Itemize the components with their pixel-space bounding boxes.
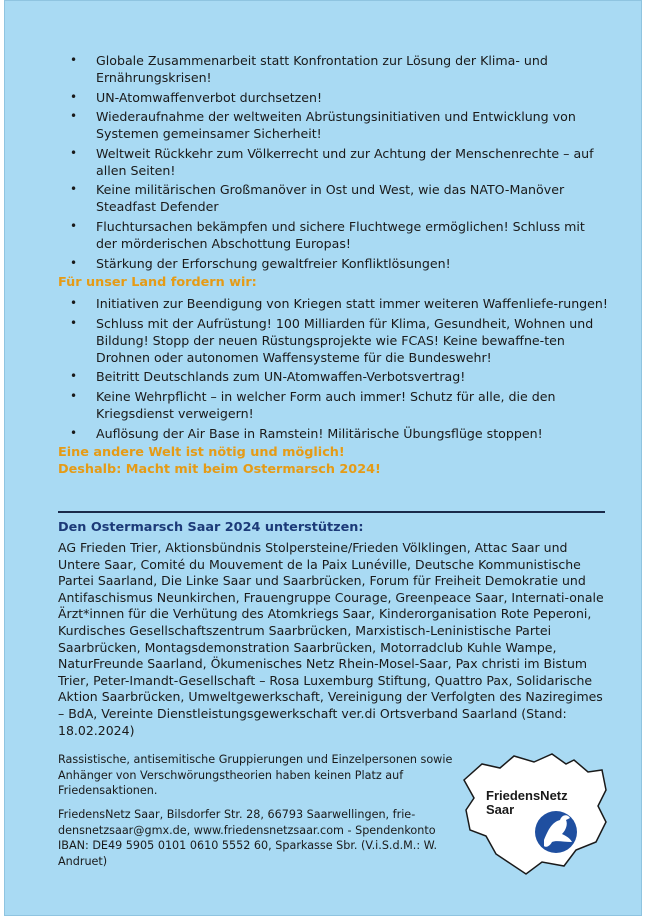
- closing-line-1: Eine andere Welt ist nötig und möglich!: [58, 445, 345, 461]
- bullet-icon: •: [70, 388, 78, 403]
- country-demand-text: Schluss mit der Aufrüstung! 100 Milliarden für Klima, Gesundheit, Wohnen und Bildung! Stopp der neuen Rüstungsprojekte wie FCAS! Keine bewaffne-ten Drohnen oder autonomen Waffensysteme für die Bundeswehr!: [96, 315, 594, 365]
- supporters-list: AG Frieden Trier, Aktionsbündnis Stolpersteine/Frieden Völklingen, Attac Saar und Untere Saar, Comité du Mouvement de la Paix Lunéville, Deutsche Kommunistische Partei Saarland, Die Linke Saar und Saarbrücken, Forum für Freiheit Demokratie und Antifaschismus Neunkirchen, Frauengruppe Courage, Greenpeace Saar, Internati-onale Ärzt*innen für die Verhütung des Atomkriegs Saar, Kinderorganisation Rote Peperoni, Kurdisches Gesellschaftszentrum Saarbrücken, Marxistisch-Leninistische Partei Saarbrücken, Montagsdemonstration Saarbrücken, Motorradclub Kuhle Wampe, NaturFreunde Saarland, Ökumenisches Netz Rhein-Mosel-Saar, Pax christi im Bistum Trier, Peter-Imandt-Gesellschaft – Rosa Luxemburg Stiftung, Quattro Pax, Solidarische Aktion Saarbrücken, Umweltgewerkschaft, Vereinigung der Verfolgten des Naziregimes – BdA, Vereinte Dienstleistungsgewerkschaft ver.di Ortsverband Saarland (Stand: 18.02.2024): [58, 540, 604, 738]
- global-demand-item: [58, 181, 608, 215]
- country-demand-text: Keine Wehrpflicht – in welcher Form auch immer! Schutz für alle, die den Kriegsdienst verweigern!: [96, 388, 556, 421]
- country-demand-item: [58, 368, 608, 385]
- disclaimer: Rassistische, antisemitische Gruppierungen und Einzelpersonen sowie Anhänger von Verschwörungstheorien haben keinen Platz auf Friedensaktionen.: [58, 753, 453, 798]
- country-demand-text: Auflösung der Air Base in Ramstein! Militärische Übungsflüge stoppen!: [96, 425, 543, 441]
- global-demand-item: [58, 145, 608, 179]
- country-heading: Für unser Land fordern wir:: [58, 275, 257, 291]
- bullet-icon: •: [70, 53, 78, 67]
- global-demand-text: Keine militärischen Großmanöver in Ost und West, wie das NATO-Manöver Steadfast Defender: [96, 182, 565, 215]
- country-demand-item: [58, 295, 608, 312]
- global-demand-text: Fluchtursachen bekämpfen und sichere Fluchtwege ermöglichen! Schluss mit der mörderischen Abschottung Europas!: [96, 218, 585, 251]
- country-demand-item: [58, 388, 608, 422]
- country-demands-list: [58, 295, 608, 441]
- demands-section: [58, 52, 608, 478]
- global-demand-text: UN-Atomwaffenverbot durchsetzen!: [96, 89, 323, 105]
- bullet-icon: •: [70, 369, 78, 384]
- global-demand-item: [58, 52, 608, 86]
- country-demand-item: [58, 425, 608, 442]
- global-demand-text: Stärkung der Erforschung gewaltfreier Konfliktlösungen!: [96, 255, 451, 271]
- global-demands-list: [58, 52, 608, 272]
- global-demand-item: [58, 218, 608, 252]
- logo-text-1: FriedensNetz: [486, 788, 568, 803]
- bullet-icon: •: [70, 218, 78, 233]
- global-demand-item: [58, 255, 608, 272]
- logo-text-2: Saar: [486, 802, 515, 817]
- bullet-icon: •: [70, 89, 78, 104]
- divider: [58, 511, 605, 513]
- dove-on-map-icon: [456, 750, 616, 880]
- imprint: FriedensNetz Saar, Bilsdorfer Str. 28, 66793 Saarwellingen, frie-densnetzsaar@gmx.de, www.friedensnetzsaar.com - Spendenkonto IBAN: DE49 5905 0101 0610 5552 60, Sparkasse Sbr. (V.i.S.d.M.: W. Andruet): [58, 808, 438, 868]
- global-demand-item: [58, 89, 608, 106]
- bullet-icon: •: [70, 425, 78, 440]
- global-demand-text: Wiederaufnahme der weltweiten Abrüstungsinitiativen und Entwicklung von Systemen gemeinsamer Sicherheit!: [96, 109, 576, 142]
- country-demand-text: Initiativen zur Beendigung von Kriegen statt immer weiteren Waffenliefe-rungen!: [96, 296, 608, 312]
- global-demand-text: Weltweit Rückkehr zum Völkerrecht und zur Achtung der Menschenrechte – auf allen Seiten!: [96, 145, 594, 178]
- support-title: Den Ostermarsch Saar 2024 unterstützen:: [58, 520, 364, 535]
- country-demand-item: [58, 315, 608, 366]
- country-demand-text: Beitritt Deutschlands zum UN-Atomwaffen-Verbotsvertrag!: [96, 369, 466, 385]
- bullet-icon: •: [70, 255, 78, 270]
- global-demand-text: Globale Zusammenarbeit statt Konfrontation zur Lösung der Klima- und Ernährungskrisen!: [96, 53, 548, 85]
- bullet-icon: •: [70, 315, 78, 330]
- bullet-icon: •: [70, 109, 78, 124]
- friedensnetz-logo: [456, 750, 616, 880]
- bullet-icon: •: [70, 182, 78, 197]
- global-demand-item: [58, 108, 608, 142]
- bullet-icon: •: [70, 296, 78, 311]
- bullet-icon: •: [70, 145, 78, 160]
- closing-line-2: Deshalb: Macht mit beim Ostermarsch 2024!: [58, 462, 381, 478]
